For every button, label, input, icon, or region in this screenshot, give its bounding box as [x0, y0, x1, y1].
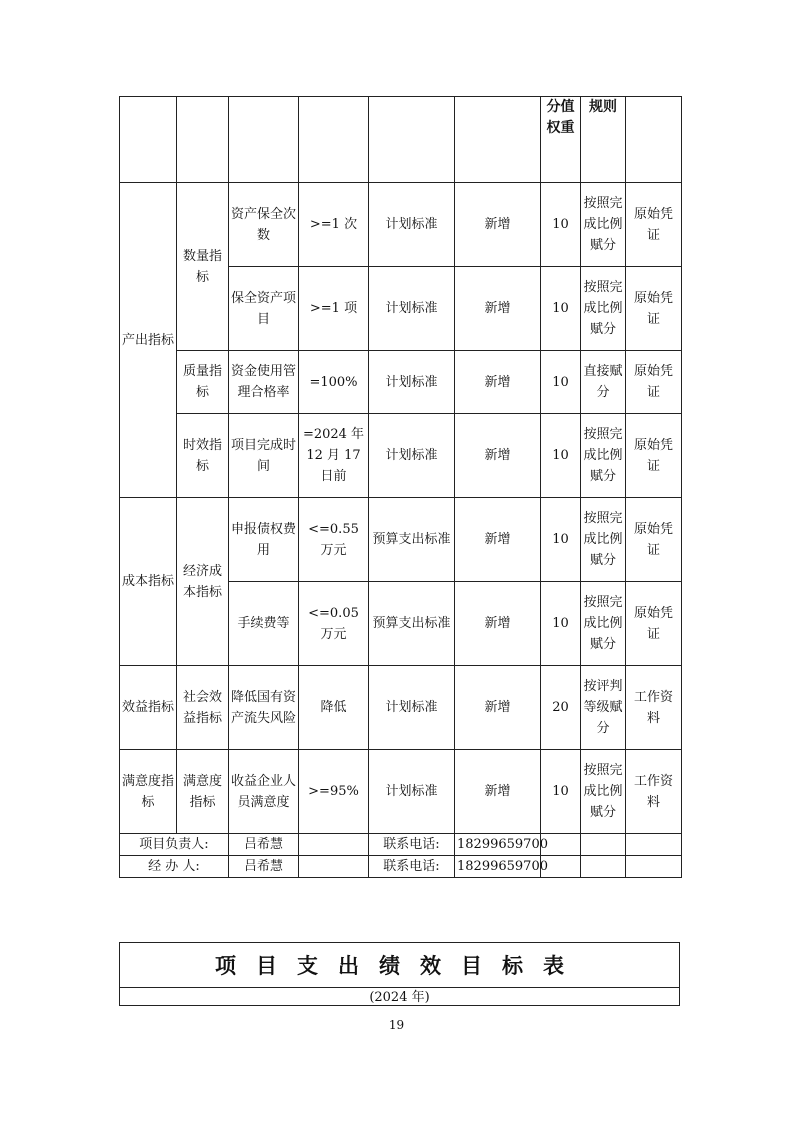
indicator-score: 10 [541, 414, 581, 498]
category-level1: 效益指标 [120, 666, 177, 750]
evidence: 原始凭证 [626, 582, 682, 666]
indicator-value: 降低 [299, 666, 369, 750]
indicator-name: 项目完成时间 [229, 414, 299, 498]
indicator-name: 降低国有资产流失风险 [229, 666, 299, 750]
indicator-basis: 计划标准 [369, 750, 455, 834]
category-level2: 满意度指标 [177, 750, 229, 834]
contact-phone: 18299659700 [455, 856, 541, 878]
table-row [120, 498, 682, 582]
contact-phone-label: 联系电话: [369, 856, 455, 878]
page-number: 19 [388, 1018, 405, 1032]
indicator-value: <=0.05 万元 [299, 582, 369, 666]
indicator-value: >=1 次 [299, 183, 369, 267]
table-row [120, 414, 682, 498]
indicator-name: 资金使用管理合格率 [229, 351, 299, 414]
header-rule: 规则 [581, 97, 626, 183]
scoring-rule: 按评判等级赋分 [581, 666, 626, 750]
indicator-value: >=95% [299, 750, 369, 834]
table-header-row [120, 97, 682, 183]
evidence: 工作资料 [626, 750, 682, 834]
indicator-name: 申报债权费用 [229, 498, 299, 582]
category-level2: 数量指标 [177, 183, 229, 351]
indicator-status: 新增 [455, 750, 541, 834]
evidence: 原始凭证 [626, 351, 682, 414]
indicator-score: 10 [541, 183, 581, 267]
indicator-status: 新增 [455, 267, 541, 351]
indicator-score: 10 [541, 351, 581, 414]
contact-phone: 18299659700 [455, 834, 541, 856]
indicator-score: 20 [541, 666, 581, 750]
evidence: 工作资料 [626, 666, 682, 750]
evidence: 原始凭证 [626, 267, 682, 351]
category-level2: 时效指标 [177, 414, 229, 498]
indicator-status: 新增 [455, 351, 541, 414]
category-level2: 经济成本指标 [177, 498, 229, 666]
contact-row [120, 834, 682, 856]
indicator-basis: 预算支出标准 [369, 498, 455, 582]
indicator-value: =100% [299, 351, 369, 414]
contact-label: 经 办 人: [120, 856, 229, 878]
indicator-status: 新增 [455, 183, 541, 267]
scoring-rule: 按照完成比例赋分 [581, 498, 626, 582]
contact-phone-label: 联系电话: [369, 834, 455, 856]
indicator-basis: 计划标准 [369, 351, 455, 414]
indicator-score: 10 [541, 750, 581, 834]
scoring-rule: 按照完成比例赋分 [581, 582, 626, 666]
indicator-name: 保全资产项目 [229, 267, 299, 351]
form-title-box [119, 942, 680, 1006]
indicator-basis: 计划标准 [369, 267, 455, 351]
indicator-status: 新增 [455, 414, 541, 498]
category-level2: 社会效益指标 [177, 666, 229, 750]
contact-row [120, 856, 682, 878]
category-level2: 质量指标 [177, 351, 229, 414]
form-year: (2024 年) [369, 990, 430, 1005]
category-level1: 成本指标 [120, 498, 177, 666]
indicator-value: =2024 年 12 月 17 日前 [299, 414, 369, 498]
indicator-score: 10 [541, 582, 581, 666]
category-level1: 满意度指标 [120, 750, 177, 834]
evidence: 原始凭证 [626, 498, 682, 582]
scoring-rule: 直接赋分 [581, 351, 626, 414]
category-level1: 产出指标 [120, 183, 177, 498]
indicator-name: 收益企业人员满意度 [229, 750, 299, 834]
indicator-basis: 计划标准 [369, 183, 455, 267]
indicator-status: 新增 [455, 666, 541, 750]
indicator-value: <=0.55 万元 [299, 498, 369, 582]
table-row [120, 183, 682, 267]
indicator-basis: 计划标准 [369, 666, 455, 750]
indicator-basis: 预算支出标准 [369, 582, 455, 666]
indicator-status: 新增 [455, 582, 541, 666]
scoring-rule: 按照完成比例赋分 [581, 750, 626, 834]
indicator-score: 10 [541, 267, 581, 351]
indicator-basis: 计划标准 [369, 414, 455, 498]
scoring-rule: 按照完成比例赋分 [581, 267, 626, 351]
evidence: 原始凭证 [626, 183, 682, 267]
form-title: 项目支出绩效目标表 [120, 943, 679, 988]
table-row [120, 351, 682, 414]
table-row [120, 750, 682, 834]
evidence: 原始凭证 [626, 414, 682, 498]
scoring-rule: 按照完成比例赋分 [581, 183, 626, 267]
contact-label: 项目负责人: [120, 834, 229, 856]
indicator-status: 新增 [455, 498, 541, 582]
table-row [120, 666, 682, 750]
contact-person: 吕希慧 [229, 856, 299, 878]
indicator-score: 10 [541, 498, 581, 582]
header-weight: 分值权重 [541, 97, 581, 183]
indicator-value: >=1 项 [299, 267, 369, 351]
performance-indicator-table [119, 96, 682, 878]
indicator-name: 资产保全次数 [229, 183, 299, 267]
contact-person: 吕希慧 [229, 834, 299, 856]
scoring-rule: 按照完成比例赋分 [581, 414, 626, 498]
indicator-name: 手续费等 [229, 582, 299, 666]
